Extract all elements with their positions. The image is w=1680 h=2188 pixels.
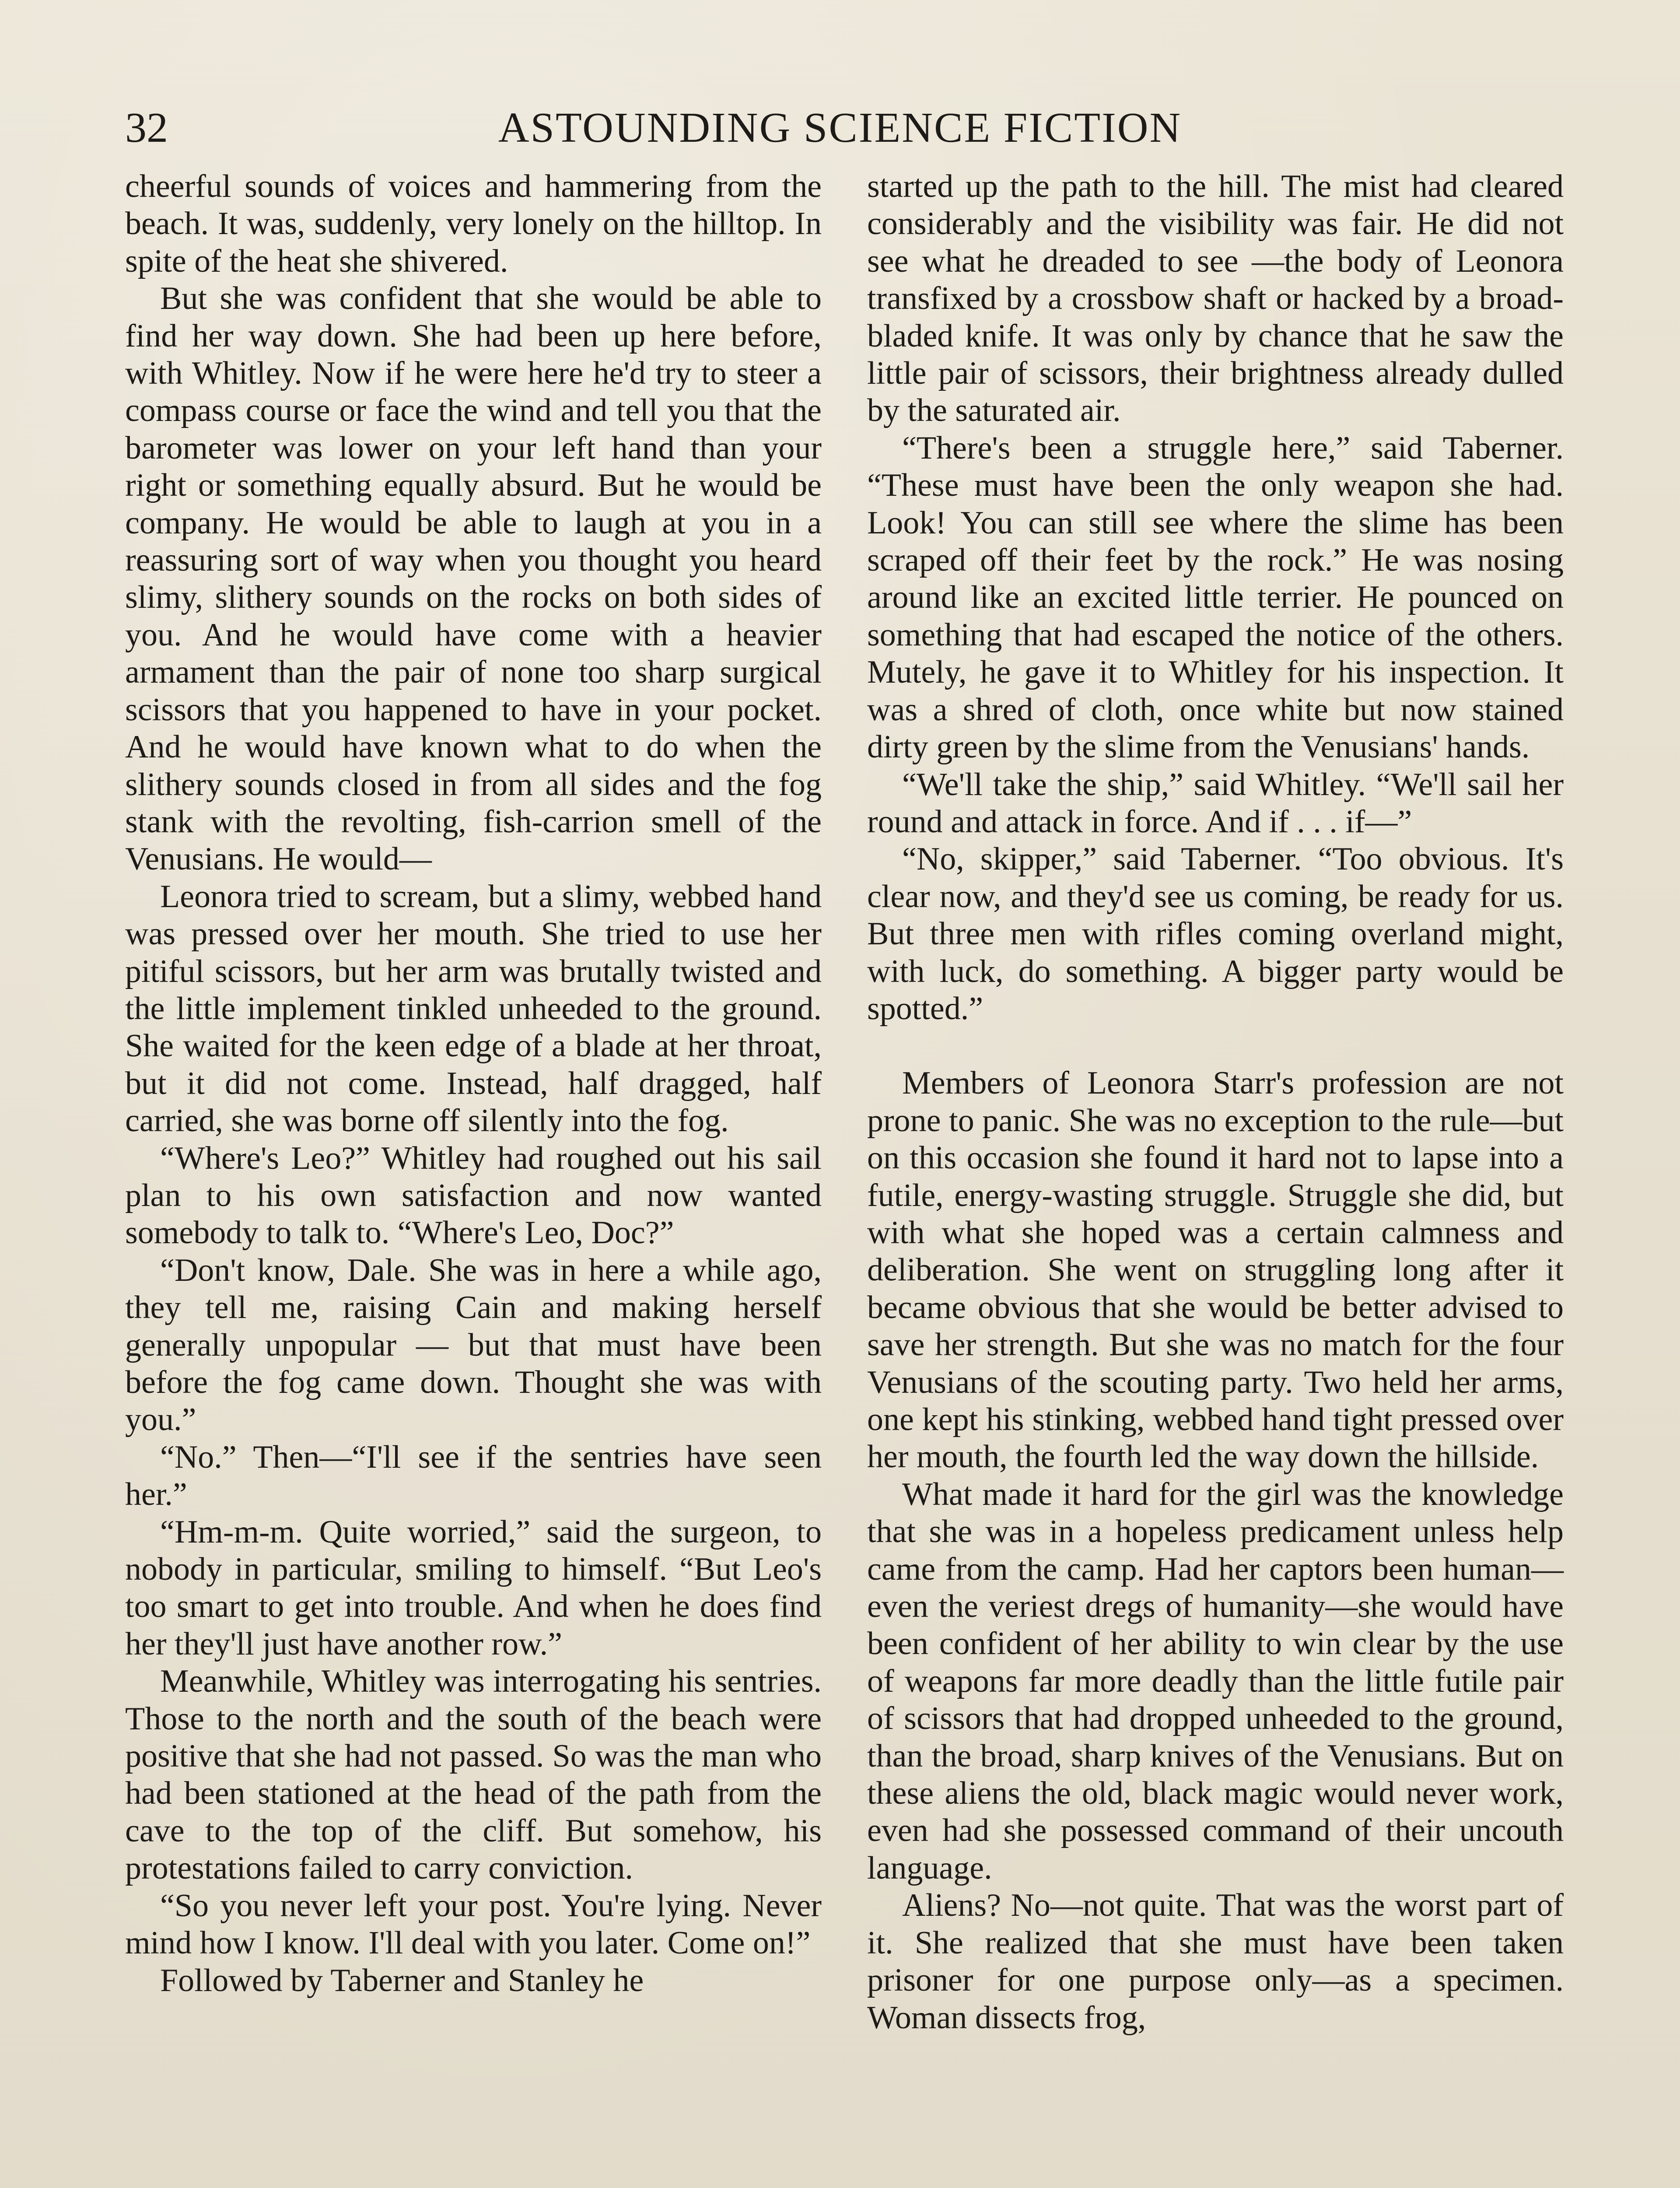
- magazine-title: ASTOUNDING SCIENCE FICTION: [498, 104, 1182, 151]
- paragraph: “No, skipper,” said Taberner. “Too obvious. It's clear now, and they'd see us coming, be ready for us. But three men with rifles coming overland might, with luck, do something. A bigger party would be spotted.”: [867, 841, 1564, 1027]
- right-column: [867, 168, 1564, 2037]
- paragraph: “There's been a struggle here,” said Taberner. “These must have been the only weapon she had. Look! You can still see where the slime has been scraped off their feet by the rock.” He was nosing around like an excited little terrier. He pounced on something that had escaped the notice of the others. Mutely, he gave it to Whitley for his inspection. It was a shred of cloth, once white but now stained dirty green by the slime from the Venusians' hands.: [867, 430, 1564, 765]
- paragraph: But she was confident that she would be able to find her way down. She had been up here before, with Whitley. Now if he were here he'd try to steer a compass course or face the wind and tell you that the barometer was lower on your left hand than your right or something equally absurd. But he would be company. He would be able to laugh at you in a reassuring sort of way when you thought you heard slimy, slithery sounds on the rocks on both sides of you. And he would have come with a heavier armament than the pair of none too sharp surgical scissors that you happened to have in your pocket. And he would have known what to do when the slithery sounds closed in from all sides and the fog stank with the revolting, fish-carrion smell of the Venusians. He would—: [125, 281, 822, 877]
- paragraph: “Hm-m-m. Quite worried,” said the surgeon, to nobody in particular, smiling to himself. “But Leo's too smart to get into trouble. And when he does find her they'll just have another row.”: [125, 1514, 822, 1662]
- page-number: 32: [125, 104, 168, 151]
- left-column: [125, 168, 822, 1999]
- paragraph: “We'll take the ship,” said Whitley. “We'll sail her round and attack in force. And if . . . if—”: [867, 766, 1564, 840]
- paragraph: started up the path to the hill. The mist had cleared considerably and the visibility was fair. He did not see what he dreaded to see —the body of Leonora transfixed by a crossbow shaft or hacked by a broad-bladed knife. It was only by chance that he saw the little pair of scissors, their brightness already dulled by the saturated air.: [867, 168, 1564, 429]
- paragraph: Leonora tried to scream, but a slimy, webbed hand was pressed over her mouth. She tried to use her pitiful scissors, but her arm was brutally twisted and the little implement tinkled unheeded to the ground. She waited for the keen edge of a blade at her throat, but it did not come. Instead, half dragged, half carried, she was borne off silently into the fog.: [125, 878, 822, 1139]
- paragraph: Members of Leonora Starr's profession are not prone to panic. She was no exception to the rule—but on this occasion she found it hard not to lapse into a futile, energy-wasting struggle. Struggle she did, but with what she hoped was a certain calmness and deliberation. She went on struggling long after it became obvious that she would be better advised to save her strength. But she was no match for the four Venusians of the scouting party. Two held her arms, one kept his stinking, webbed hand tight pressed over her mouth, the fourth led the way down the hillside.: [867, 1065, 1564, 1475]
- paragraph: Aliens? No—not quite. That was the worst part of it. She realized that she must have been taken prisoner for one purpose only—as a specimen. Woman dissects frog,: [867, 1887, 1564, 2036]
- paragraph: Meanwhile, Whitley was interrogating his sentries. Those to the north and the south of the beach were positive that she had not passed. So was the man who had been stationed at the head of the path from the cave to the top of the cliff. But somehow, his protestations failed to carry conviction.: [125, 1663, 822, 1886]
- paragraph: “Where's Leo?” Whitley had roughed out his sail plan to his own satisfaction and now wanted somebody to talk to. “Where's Leo, Doc?”: [125, 1140, 822, 1251]
- paragraph: “So you never left your post. You're lying. Never mind how I know. I'll deal with you later. Come on!”: [125, 1887, 822, 1961]
- paragraph: What made it hard for the girl was the knowledge that she was in a hopeless predicament unless help came from the camp. Had her captors been human—even the veriest dregs of humanity—she would have been confident of her ability to win clear by the use of weapons far more deadly than the little futile pair of scissors that had dropped unheeded to the ground, than the broad, sharp knives of the Venusians. But on these aliens the old, black magic would never work, even had she possessed command of their uncouth language.: [867, 1476, 1564, 1886]
- paragraph: “Don't know, Dale. She was in here a while ago, they tell me, raising Cain and making herself generally unpopular — but that must have been before the fog came down. Thought she was with you.”: [125, 1252, 822, 1438]
- paragraph: cheerful sounds of voices and hammering from the beach. It was, suddenly, very lonely on the hilltop. In spite of the heat she shivered.: [125, 168, 822, 279]
- page-header: [125, 102, 1555, 154]
- paragraph: Followed by Taberner and Stanley he: [160, 1962, 644, 1999]
- paragraph: “No.” Then—“I'll see if the sentries have seen her.”: [125, 1439, 822, 1513]
